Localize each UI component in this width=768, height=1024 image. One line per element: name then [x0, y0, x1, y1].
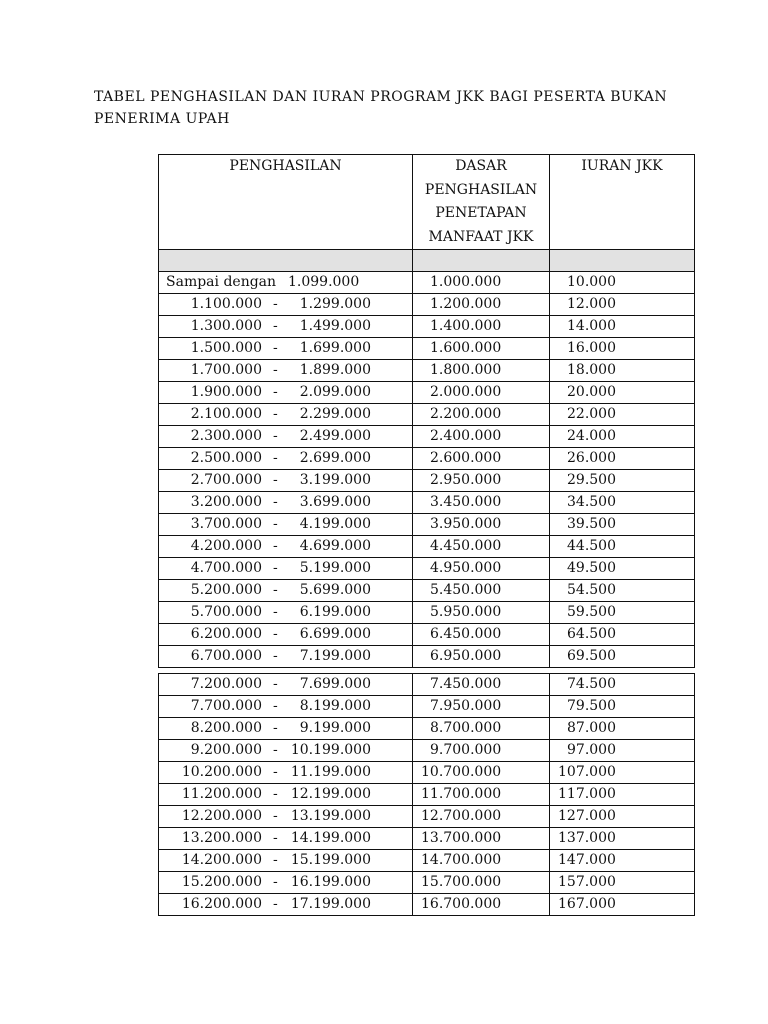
- income-to: 2.499.000: [299, 428, 371, 444]
- contribution-cell: 107.000: [550, 762, 695, 784]
- range-separator: -: [273, 896, 278, 912]
- header-base-line-2: PENGHASILAN: [424, 181, 538, 198]
- income-to: 5.199.000: [299, 560, 371, 576]
- table-row: [159, 646, 695, 668]
- income-from: 2.100.000: [190, 406, 262, 422]
- contribution-cell: 167.000: [550, 894, 695, 916]
- table-row: [159, 338, 695, 360]
- header-base: [413, 155, 550, 250]
- income-from: 4.700.000: [190, 560, 262, 576]
- income-to: 4.699.000: [299, 538, 371, 554]
- income-range-cell: [159, 718, 413, 740]
- income-to: 2.699.000: [299, 450, 371, 466]
- contribution-cell: 20.000: [550, 382, 695, 404]
- table-row: [159, 850, 695, 872]
- table-row: [159, 580, 695, 602]
- income-range-cell: [159, 580, 413, 602]
- range-separator: -: [273, 764, 278, 780]
- income-to: 1.899.000: [299, 362, 371, 378]
- income-range-cell: [159, 470, 413, 492]
- base-cell: 15.700.000: [413, 872, 550, 894]
- income-from: 16.200.000: [181, 896, 262, 912]
- contribution-cell: 34.500: [550, 492, 695, 514]
- income-range-cell: [159, 850, 413, 872]
- base-cell: 1.600.000: [413, 338, 550, 360]
- header-base-line-1: DASAR: [455, 158, 507, 174]
- income-range-cell: [159, 382, 413, 404]
- base-cell: 14.700.000: [413, 850, 550, 872]
- income-to: 15.199.000: [290, 852, 371, 868]
- income-range-cell: [159, 674, 413, 696]
- contribution-cell: 49.500: [550, 558, 695, 580]
- income-from: 7.200.000: [190, 676, 262, 692]
- range-separator: -: [273, 582, 278, 598]
- income-to: 7.199.000: [299, 648, 371, 664]
- range-separator: -: [273, 516, 278, 532]
- income-to: 13.199.000: [290, 808, 371, 824]
- table-row: [159, 784, 695, 806]
- income-range-cell: [159, 272, 413, 294]
- contribution-cell: 64.500: [550, 624, 695, 646]
- spacer-cell: [159, 250, 413, 272]
- income-from: 12.200.000: [181, 808, 262, 824]
- income-from: 6.700.000: [190, 648, 262, 664]
- contribution-cell: 69.500: [550, 646, 695, 668]
- range-separator: -: [273, 874, 278, 890]
- contribution-cell: 29.500: [550, 470, 695, 492]
- income-range-cell: [159, 338, 413, 360]
- income-range-cell: [159, 646, 413, 668]
- income-from: 1.700.000: [190, 362, 262, 378]
- range-separator: -: [273, 808, 278, 824]
- table-row: [159, 828, 695, 850]
- income-to: 2.099.000: [299, 384, 371, 400]
- income-from: 1.100.000: [190, 296, 262, 312]
- range-separator: -: [273, 676, 278, 692]
- income-from: 7.700.000: [190, 698, 262, 714]
- base-cell: 2.200.000: [413, 404, 550, 426]
- contribution-cell: 74.500: [550, 674, 695, 696]
- range-separator: -: [273, 296, 278, 312]
- contribution-cell: 87.000: [550, 718, 695, 740]
- contribution-cell: 79.500: [550, 696, 695, 718]
- range-separator: -: [273, 604, 278, 620]
- contribution-cell: 59.500: [550, 602, 695, 624]
- income-to: 17.199.000: [290, 896, 371, 912]
- range-separator: -: [273, 472, 278, 488]
- contribution-cell: 12.000: [550, 294, 695, 316]
- income-range-cell: [159, 448, 413, 470]
- contribution-table-part-2: [158, 673, 695, 916]
- income-to: 16.199.000: [290, 874, 371, 890]
- contribution-cell: 14.000: [550, 316, 695, 338]
- income-from: 2.500.000: [190, 450, 262, 466]
- base-cell: 12.700.000: [413, 806, 550, 828]
- income-from: 1.900.000: [190, 384, 262, 400]
- income-range-cell: [159, 696, 413, 718]
- table-row: [159, 624, 695, 646]
- income-range-cell: [159, 316, 413, 338]
- table-row: [159, 894, 695, 916]
- income-to: 3.699.000: [299, 494, 371, 510]
- range-separator: -: [273, 830, 278, 846]
- header-base-line-3: PENETAPAN: [435, 205, 527, 221]
- table-header-row: [159, 155, 695, 250]
- income-from: 2.300.000: [190, 428, 262, 444]
- income-range-cell: [159, 872, 413, 894]
- income-to: 2.299.000: [299, 406, 371, 422]
- contribution-cell: 44.500: [550, 536, 695, 558]
- income-to: 11.199.000: [290, 764, 371, 780]
- income-from: 10.200.000: [181, 764, 262, 780]
- range-separator: -: [273, 362, 278, 378]
- range-separator: -: [273, 720, 278, 736]
- range-separator: -: [273, 560, 278, 576]
- income-from: 3.700.000: [190, 516, 262, 532]
- income-from: 2.700.000: [190, 472, 262, 488]
- table-row: [159, 382, 695, 404]
- table-row: [159, 806, 695, 828]
- contribution-cell: 137.000: [550, 828, 695, 850]
- base-cell: 7.950.000: [413, 696, 550, 718]
- base-cell: 10.700.000: [413, 762, 550, 784]
- income-upper: 1.099.000: [288, 274, 360, 290]
- range-separator: -: [273, 450, 278, 466]
- income-from: 9.200.000: [190, 742, 262, 758]
- income-from: 15.200.000: [181, 874, 262, 890]
- range-separator: -: [273, 626, 278, 642]
- header-income-label: PENGHASILAN: [229, 158, 342, 174]
- table-row: [159, 514, 695, 536]
- table-row: [159, 536, 695, 558]
- base-cell: 3.450.000: [413, 492, 550, 514]
- base-cell: 7.450.000: [413, 674, 550, 696]
- contribution-table-part-1: [158, 154, 695, 668]
- table-row: [159, 426, 695, 448]
- base-cell: 2.600.000: [413, 448, 550, 470]
- shaded-spacer-row: [159, 250, 695, 272]
- income-range-cell: [159, 492, 413, 514]
- income-from: 1.500.000: [190, 340, 262, 356]
- base-cell: 2.400.000: [413, 426, 550, 448]
- base-cell: 1.200.000: [413, 294, 550, 316]
- income-to: 12.199.000: [290, 786, 371, 802]
- income-range-cell: [159, 536, 413, 558]
- contribution-cell: 147.000: [550, 850, 695, 872]
- income-range-cell: [159, 558, 413, 580]
- income-range-cell: [159, 294, 413, 316]
- range-separator: -: [273, 428, 278, 444]
- base-cell: 5.450.000: [413, 580, 550, 602]
- base-cell: 2.950.000: [413, 470, 550, 492]
- header-contribution-label: IURAN JKK: [581, 158, 663, 174]
- table-row: [159, 718, 695, 740]
- income-range-cell: [159, 624, 413, 646]
- header-income: [159, 155, 413, 250]
- base-cell: 1.400.000: [413, 316, 550, 338]
- income-range-cell: [159, 404, 413, 426]
- income-from: 5.200.000: [190, 582, 262, 598]
- header-contribution: [550, 155, 695, 250]
- base-cell: 9.700.000: [413, 740, 550, 762]
- income-to: 3.199.000: [299, 472, 371, 488]
- income-to: 6.199.000: [299, 604, 371, 620]
- range-separator: -: [273, 538, 278, 554]
- table-row: [159, 448, 695, 470]
- income-range-cell: [159, 806, 413, 828]
- income-from: 8.200.000: [190, 720, 262, 736]
- income-to: 1.499.000: [299, 318, 371, 334]
- contribution-cell: 26.000: [550, 448, 695, 470]
- contribution-cell: 157.000: [550, 872, 695, 894]
- income-label: Sampai dengan: [166, 274, 277, 290]
- table-row: [159, 272, 695, 294]
- income-from: 14.200.000: [181, 852, 262, 868]
- range-separator: -: [273, 406, 278, 422]
- income-range-cell: [159, 740, 413, 762]
- contribution-cell: 24.000: [550, 426, 695, 448]
- table-row: [159, 470, 695, 492]
- base-cell: 6.450.000: [413, 624, 550, 646]
- income-from: 11.200.000: [181, 786, 262, 802]
- base-cell: 3.950.000: [413, 514, 550, 536]
- income-from: 1.300.000: [190, 318, 262, 334]
- income-to: 6.699.000: [299, 626, 371, 642]
- base-cell: 6.950.000: [413, 646, 550, 668]
- range-separator: -: [273, 742, 278, 758]
- table-row: [159, 762, 695, 784]
- table-row: [159, 696, 695, 718]
- table-row: [159, 492, 695, 514]
- income-to: 1.699.000: [299, 340, 371, 356]
- table-row: [159, 602, 695, 624]
- table-row: [159, 740, 695, 762]
- base-cell: 1.000.000: [413, 272, 550, 294]
- contribution-cell: 127.000: [550, 806, 695, 828]
- range-separator: -: [273, 786, 278, 802]
- income-to: 7.699.000: [299, 676, 371, 692]
- income-range-cell: [159, 426, 413, 448]
- income-to: 10.199.000: [290, 742, 371, 758]
- income-range-cell: [159, 602, 413, 624]
- range-separator: -: [273, 384, 278, 400]
- contribution-cell: 16.000: [550, 338, 695, 360]
- contribution-cell: 18.000: [550, 360, 695, 382]
- income-range-cell: [159, 894, 413, 916]
- spacer-cell: [550, 250, 695, 272]
- range-separator: -: [273, 494, 278, 510]
- table-row: [159, 360, 695, 382]
- income-to: 14.199.000: [290, 830, 371, 846]
- table-row: [159, 404, 695, 426]
- range-separator: -: [273, 340, 278, 356]
- table-row: [159, 294, 695, 316]
- range-separator: -: [273, 648, 278, 664]
- income-from: 6.200.000: [190, 626, 262, 642]
- income-to: 9.199.000: [299, 720, 371, 736]
- income-range-cell: [159, 514, 413, 536]
- base-cell: 4.450.000: [413, 536, 550, 558]
- document-title: TABEL PENGHASILAN DAN IURAN PROGRAM JKK BAGI PESERTA BUKAN PENERIMA UPAH: [94, 89, 668, 127]
- contribution-cell: 97.000: [550, 740, 695, 762]
- table-row: [159, 558, 695, 580]
- range-separator: -: [273, 318, 278, 334]
- base-cell: 4.950.000: [413, 558, 550, 580]
- base-cell: 11.700.000: [413, 784, 550, 806]
- income-to: 1.299.000: [299, 296, 371, 312]
- header-base-line-4: MANFAAT JKK: [428, 228, 534, 245]
- income-from: 5.700.000: [190, 604, 262, 620]
- income-from: 13.200.000: [181, 830, 262, 846]
- income-range-cell: [159, 828, 413, 850]
- contribution-cell: 10.000: [550, 272, 695, 294]
- base-cell: 1.800.000: [413, 360, 550, 382]
- table-body-part-1: [159, 294, 695, 668]
- income-to: 4.199.000: [299, 516, 371, 532]
- income-from: 4.200.000: [190, 538, 262, 554]
- contribution-cell: 54.500: [550, 580, 695, 602]
- spacer-cell: [413, 250, 550, 272]
- base-cell: 16.700.000: [413, 894, 550, 916]
- income-range-cell: [159, 762, 413, 784]
- base-cell: 8.700.000: [413, 718, 550, 740]
- table-row: [159, 872, 695, 894]
- range-separator: -: [273, 698, 278, 714]
- contribution-cell: 39.500: [550, 514, 695, 536]
- income-to: 5.699.000: [299, 582, 371, 598]
- income-range-cell: [159, 784, 413, 806]
- income-from: 3.200.000: [190, 494, 262, 510]
- income-range-cell: [159, 360, 413, 382]
- table-row: [159, 674, 695, 696]
- table-row: [159, 316, 695, 338]
- table-body-part-2: [159, 674, 695, 916]
- base-cell: 5.950.000: [413, 602, 550, 624]
- contribution-cell: 117.000: [550, 784, 695, 806]
- contribution-cell: 22.000: [550, 404, 695, 426]
- income-to: 8.199.000: [299, 698, 371, 714]
- range-separator: -: [273, 852, 278, 868]
- base-cell: 2.000.000: [413, 382, 550, 404]
- base-cell: 13.700.000: [413, 828, 550, 850]
